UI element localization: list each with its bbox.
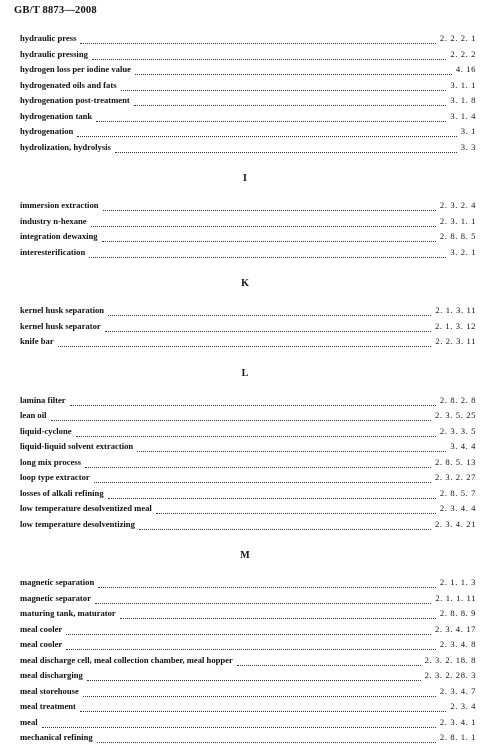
index-entry <box>20 457 476 473</box>
section-gap <box>20 561 476 577</box>
entry-code: 2. 8. 5. 13 <box>435 456 476 467</box>
dot-leader <box>76 430 436 437</box>
entry-term: meal discharge cell, meal collection chamber, meal hopper <box>20 654 233 665</box>
entry-term: meal cooler <box>20 639 63 649</box>
entry-code: 2. 3. 2. 18. 8 <box>424 654 476 665</box>
entry-code: 2. 3. 4. 7 <box>439 685 476 696</box>
entry-term: immersion extraction <box>20 200 99 210</box>
entry-code: 2. 2. 3. 11 <box>435 336 476 346</box>
section-gap <box>20 352 476 368</box>
dot-leader <box>115 146 457 153</box>
entry-code: 3. 4. 4 <box>450 441 476 451</box>
dot-leader <box>95 597 431 604</box>
entry-code: 2. 3. 4. 4 <box>439 503 476 513</box>
entry-code: 2. 8. 8. 9 <box>439 608 476 618</box>
entry-code: 3. 2. 1 <box>450 246 476 257</box>
dot-leader <box>108 309 431 316</box>
entry-code: 2. 3. 3. 5 <box>439 425 476 436</box>
index-entry <box>20 717 476 733</box>
dot-leader <box>66 643 436 650</box>
index-entry <box>20 200 476 216</box>
entry-term: liquid-liquid solvent extraction <box>20 441 134 451</box>
section-letter: I <box>243 173 247 184</box>
dot-leader <box>85 461 431 468</box>
entry-term: kernel husk separation <box>20 305 105 315</box>
entry-term: low temperature desolventizing <box>20 518 135 529</box>
entry-term: knife bar <box>20 336 54 346</box>
index-entry <box>20 126 476 142</box>
index-entry <box>20 64 476 80</box>
index-entry <box>20 49 476 65</box>
dot-leader <box>105 325 431 332</box>
entry-code: 2. 1. 3. 11 <box>435 305 476 315</box>
dot-leader <box>108 492 436 499</box>
entry-code: 3. 3 <box>460 141 476 152</box>
index-entry <box>20 33 476 49</box>
entry-term: hydraulic press <box>20 33 77 43</box>
dot-leader <box>80 37 435 44</box>
entry-term: industry n-hexane <box>20 215 87 226</box>
entry-term: magnetic separator <box>20 592 91 603</box>
index-entry <box>20 624 476 640</box>
dot-leader <box>92 53 446 60</box>
dot-leader <box>98 581 436 588</box>
index-entry <box>20 142 476 158</box>
entry-code: 2. 3. 4 <box>450 701 476 711</box>
entry-code: 4. 16 <box>455 64 476 74</box>
entry-code: 2. 3. 4. 1 <box>439 716 476 727</box>
index-entry <box>20 488 476 504</box>
index-entry <box>20 231 476 247</box>
entry-code: 3. 1 <box>460 126 476 136</box>
entry-term: hydrogen loss per iodine value <box>20 64 131 74</box>
entry-code: 2. 3. 4. 8 <box>439 639 476 649</box>
entry-term: hydraulic pressing <box>20 48 88 59</box>
section-letter: K <box>241 278 249 289</box>
entry-term: loop type extractor <box>20 472 90 482</box>
index-entry <box>20 701 476 717</box>
entry-code: 2. 8. 8. 5 <box>439 231 476 241</box>
dot-leader <box>156 507 436 514</box>
entry-code: 2. 3. 2. 27 <box>435 472 476 482</box>
index-entry <box>20 216 476 232</box>
index-entry <box>20 503 476 519</box>
index-entry <box>20 608 476 624</box>
dot-leader <box>237 659 421 666</box>
index-entry <box>20 111 476 127</box>
index-entry <box>20 732 476 748</box>
dot-leader <box>77 130 456 137</box>
dot-leader <box>135 68 452 75</box>
entry-code: 2. 3. 4. 21 <box>435 518 476 529</box>
entry-term: maturing tank, maturator <box>20 608 116 618</box>
entry-term: hydrogenated oils and fats <box>20 79 117 90</box>
entry-term: meal treatment <box>20 701 76 711</box>
entry-term: kernel husk separator <box>20 320 101 331</box>
dot-leader <box>83 690 436 697</box>
index-entry <box>20 593 476 609</box>
entry-code: 2. 1. 3. 12 <box>435 320 476 331</box>
index-entry <box>20 577 476 593</box>
dot-leader <box>91 220 436 227</box>
section-gap <box>20 184 476 200</box>
section-letter: L <box>241 367 249 379</box>
dot-leader <box>97 736 436 743</box>
entry-term: lean oil <box>20 410 47 420</box>
index-list <box>20 33 476 748</box>
entry-term: interesterification <box>20 246 86 257</box>
entry-term: hydrolization, hydrolysis <box>20 141 111 152</box>
entry-term: hydrogenation post-treatment <box>20 95 130 105</box>
index-entry <box>20 305 476 321</box>
entry-code: 2. 3. 2. 4 <box>439 200 476 210</box>
entry-term: low temperature desolventized meal <box>20 503 152 513</box>
index-entry <box>20 655 476 671</box>
index-entry <box>20 686 476 702</box>
dot-leader <box>58 340 432 347</box>
index-entry <box>20 441 476 457</box>
entry-code: 2. 8. 1. 1 <box>439 732 476 742</box>
section-gap <box>20 379 476 395</box>
entry-code: 2. 3. 5. 25 <box>435 410 476 420</box>
entry-code: 2. 2. 2. 1 <box>439 33 476 43</box>
index-entry <box>20 321 476 337</box>
index-entry <box>20 519 476 535</box>
dot-leader <box>139 523 431 530</box>
dot-leader <box>103 204 436 211</box>
entry-term: hydrogenation <box>20 126 74 136</box>
entry-term: mechanical refining <box>20 732 93 742</box>
entry-code: 2. 1. 1. 3 <box>439 577 476 587</box>
entry-code: 3. 1. 1 <box>450 79 476 90</box>
entry-term: lamina filter <box>20 394 66 405</box>
index-entry <box>20 410 476 426</box>
entry-code: 2. 8. 2. 8 <box>439 394 476 405</box>
index-entry <box>20 639 476 655</box>
page-header: GB/T 8873—2008 <box>14 5 97 16</box>
entry-code: 2. 3. 1. 1 <box>439 215 476 226</box>
dot-leader <box>70 399 436 406</box>
entry-term: long mix process <box>20 456 81 467</box>
section-gap <box>20 534 476 550</box>
index-entry <box>20 80 476 96</box>
section-gap <box>20 289 476 305</box>
index-entry <box>20 472 476 488</box>
entry-code: 3. 1. 8 <box>450 95 476 105</box>
dot-leader <box>102 235 436 242</box>
dot-leader <box>137 445 446 452</box>
index-entry <box>20 95 476 111</box>
entry-code: 2. 3. 2. 28. 3 <box>424 670 476 680</box>
index-entry <box>20 426 476 442</box>
index-entry <box>20 395 476 411</box>
entry-code: 2. 1. 1. 11 <box>435 592 476 603</box>
index-entry <box>20 247 476 263</box>
entry-code: 3. 1. 4 <box>450 110 476 121</box>
entry-code: 2. 3. 4. 17 <box>435 623 476 634</box>
dot-leader <box>94 476 431 483</box>
entry-term: losses of alkali refining <box>20 487 104 498</box>
entry-term: liquid-cyclone <box>20 425 72 436</box>
entry-term: meal cooler <box>20 623 63 634</box>
dot-leader <box>87 674 421 681</box>
section-gap <box>20 262 476 278</box>
entry-term: meal <box>20 716 38 727</box>
dot-leader <box>51 414 432 421</box>
dot-leader <box>134 99 447 106</box>
index-entry <box>20 670 476 686</box>
dot-leader <box>89 251 446 258</box>
dot-leader <box>96 115 446 122</box>
entry-term: integration dewaxing <box>20 231 98 241</box>
entry-code: 2. 8. 5. 7 <box>439 487 476 498</box>
entry-term: meal discharging <box>20 670 83 680</box>
dot-leader <box>66 628 431 635</box>
section-gap <box>20 157 476 173</box>
entry-term: meal storehouse <box>20 685 79 696</box>
dot-leader <box>121 84 447 91</box>
dot-leader <box>42 721 436 728</box>
entry-term: magnetic separation <box>20 577 95 587</box>
entry-term: hydrogenation tank <box>20 110 93 121</box>
index-entry <box>20 336 476 352</box>
dot-leader <box>120 612 436 619</box>
section-letter: M <box>240 550 250 561</box>
entry-code: 2. 2. 2 <box>450 48 476 59</box>
dot-leader <box>80 705 446 712</box>
